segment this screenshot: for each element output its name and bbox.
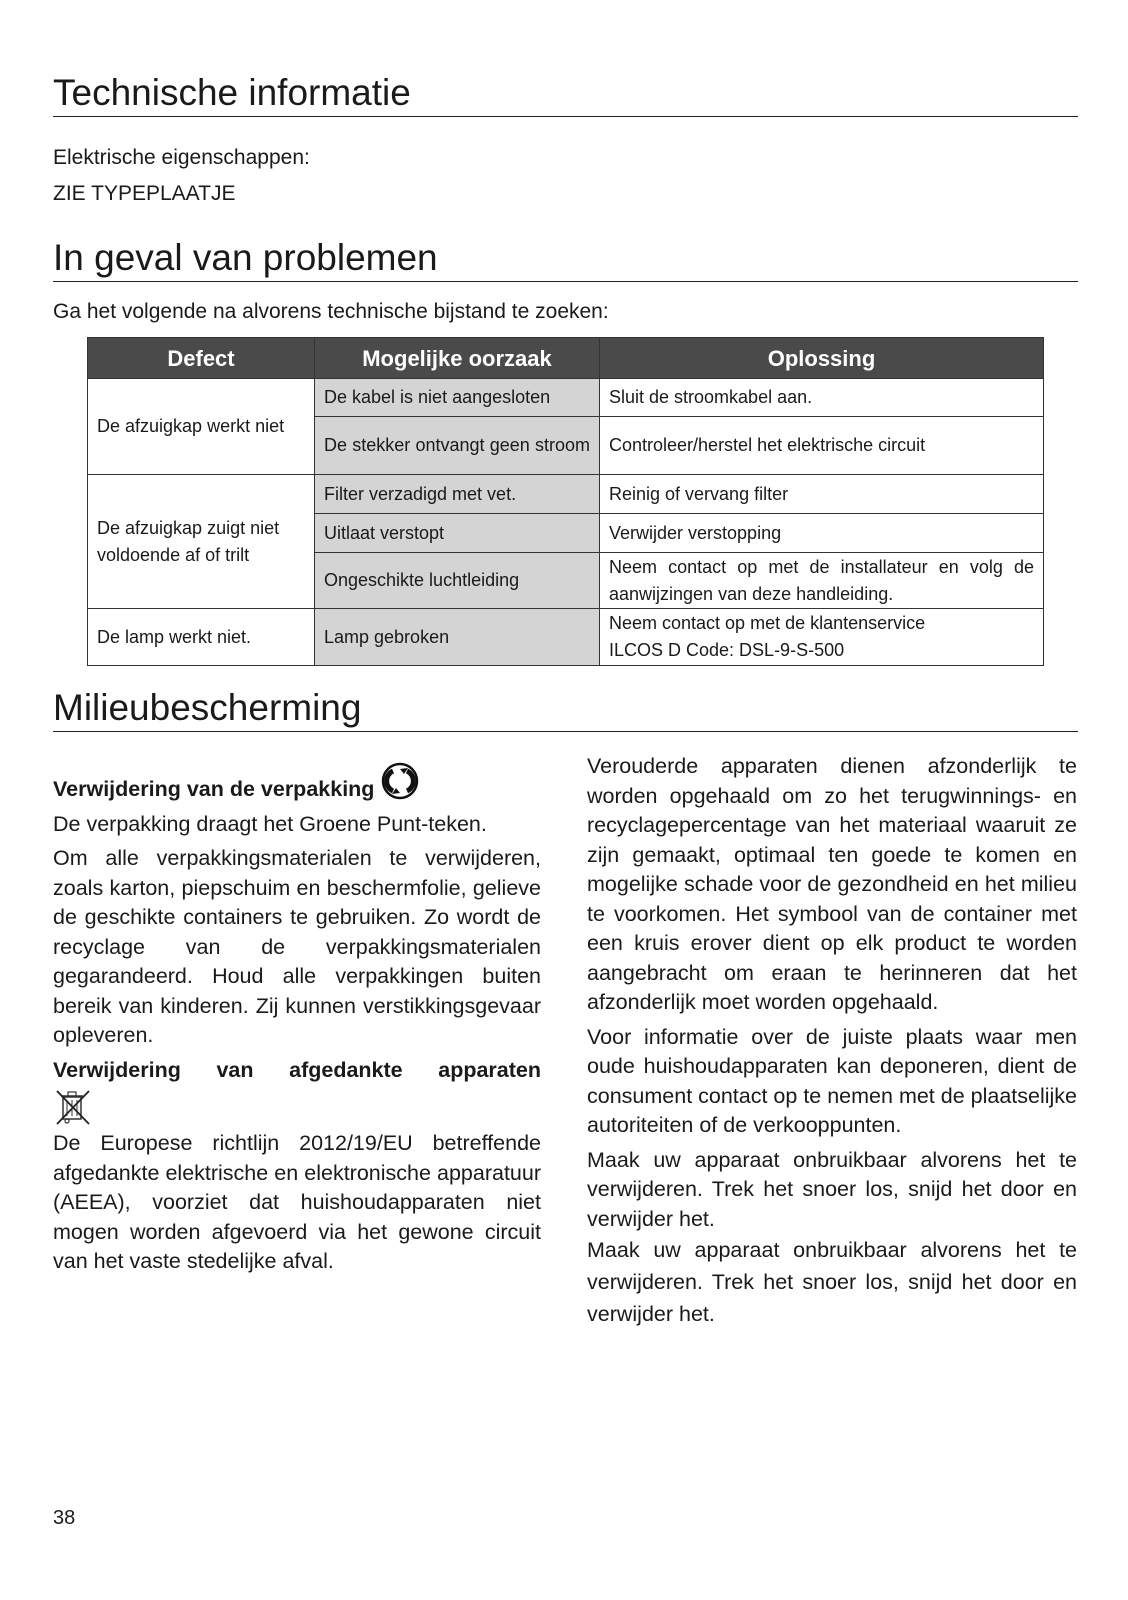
right-paragraph-3: Maak uw apparaat onbruikbaar alvorens het te verwijderen. Trek het snoer los, snijd het door en verwijder het. — [587, 1147, 1077, 1231]
solution-cell: Neem contact op met de installateur en volg de aanwijzingen van deze handleiding. — [600, 553, 1044, 609]
cause-cell: Filter verzadigd met vet. — [315, 475, 600, 514]
column-header-cause: Mogelijke oorzaak — [315, 338, 600, 379]
lamp-solution-line2: ILCOS D Code: DSL-9-S-500 — [609, 640, 845, 660]
defect-cell: De lamp werkt niet. — [88, 609, 315, 666]
packaging-subheading — [53, 762, 541, 805]
cause-cell: Lamp gebroken — [315, 609, 600, 666]
solution-cell: Reinig of vervang filter — [600, 475, 1044, 514]
electrical-properties-label: Elektrische eigenschappen: — [53, 146, 310, 169]
crossed-bin-icon-wrap — [53, 1087, 541, 1129]
left-column — [53, 762, 541, 1282]
packaging-paragraph-1: De verpakking draagt het Groene Punt-teken. — [53, 811, 487, 836]
problems-intro: Ga het volgende na alvorens technische bijstand te zoeken: — [53, 300, 609, 323]
solution-cell: Controleer/herstel het elektrische circuit — [600, 417, 1044, 475]
solution-cell: Sluit de stroomkabel aan. — [600, 379, 1044, 417]
packaging-heading-text: Verwijdering van de verpakking — [53, 777, 375, 801]
lamp-solution-line1: Neem contact op met de klantenservice — [609, 613, 926, 633]
column-header-solution: Oplossing — [600, 338, 1044, 379]
typeplate-label: ZIE TYPEPLAATJE — [53, 182, 236, 205]
table-row — [88, 609, 1044, 666]
table-header-row — [88, 338, 1044, 379]
right-paragraph-1: Verouderde apparaten dienen afzonderlijk te worden opgehaald om zo het terugwinnings- en recyclagepercentage van het materiaal waaruit ze zijn gemaakt, optimaal ten goede te komen en mogelijke schade voor de gezondheid en het milieu te voorkomen. Het symbool van de container met een kruis erover dient op elk product te worden aangebracht om eraan te herinneren dat het afzonderlijk moet worden opgehaald. — [587, 754, 1077, 1014]
solution-cell — [600, 609, 1044, 666]
cause-cell: De stekker ontvangt geen stroom — [315, 417, 600, 475]
appliance-subheading: Verwijdering van afgedankte apparaten — [53, 1057, 541, 1082]
appliance-paragraph-1: De Europese richtlijn 2012/19/EU betreffende afgedankte elektrische en elektronische apparatuur (AEEA), voorziet dat huishoudapparaten niet mogen worden afgevoerd via het gewone circuit van het vaste stedelijke afval. — [53, 1131, 541, 1273]
cause-cell: Ongeschikte luchtleiding — [315, 553, 600, 609]
problems-heading: In geval van problemen — [53, 237, 1078, 282]
solution-cell: Verwijder verstopping — [600, 514, 1044, 553]
defect-cell: De afzuigkap zuigt niet voldoende af of trilt — [88, 475, 315, 609]
packaging-paragraph-2: Om alle verpakkingsmaterialen te verwijderen, zoals karton, piepschuim en beschermfolie, gelieve de geschikte containers te gebruiken. Zo wordt de recyclage van de verpakkingsmaterialen gegarandeerd. Houd alle verpakkingen buiten bereik van kinderen. Zij kunnen verstikkingsgevaar opleveren. — [53, 846, 541, 1047]
green-dot-icon — [381, 762, 419, 809]
right-column — [587, 752, 1077, 1335]
tech-info-heading: Technische informatie — [53, 72, 1078, 117]
right-paragraph-2: Voor informatie over de juiste plaats waar men oude huishoudapparaten kan deponeren, dient de consument contact op te nemen met de plaatselijke autoriteiten of de verkooppunten. — [587, 1024, 1078, 1137]
defect-cell: De afzuigkap werkt niet — [88, 379, 315, 475]
environment-heading: Milieubescherming — [53, 687, 1078, 732]
cause-cell: Uitlaat verstopt — [315, 514, 600, 553]
table-row — [88, 379, 1044, 417]
troubleshooting-table — [87, 337, 1044, 666]
column-header-defect: Defect — [88, 338, 315, 379]
page-number: 38 — [53, 1507, 76, 1529]
table-row — [88, 475, 1044, 514]
cause-cell: De kabel is niet aangesloten — [315, 379, 600, 417]
right-paragraph-4: Maak uw apparaat onbruikbaar alvorens het te verwijderen. Trek het snoer los, snijd het door en verwijder het. — [587, 1238, 1077, 1326]
